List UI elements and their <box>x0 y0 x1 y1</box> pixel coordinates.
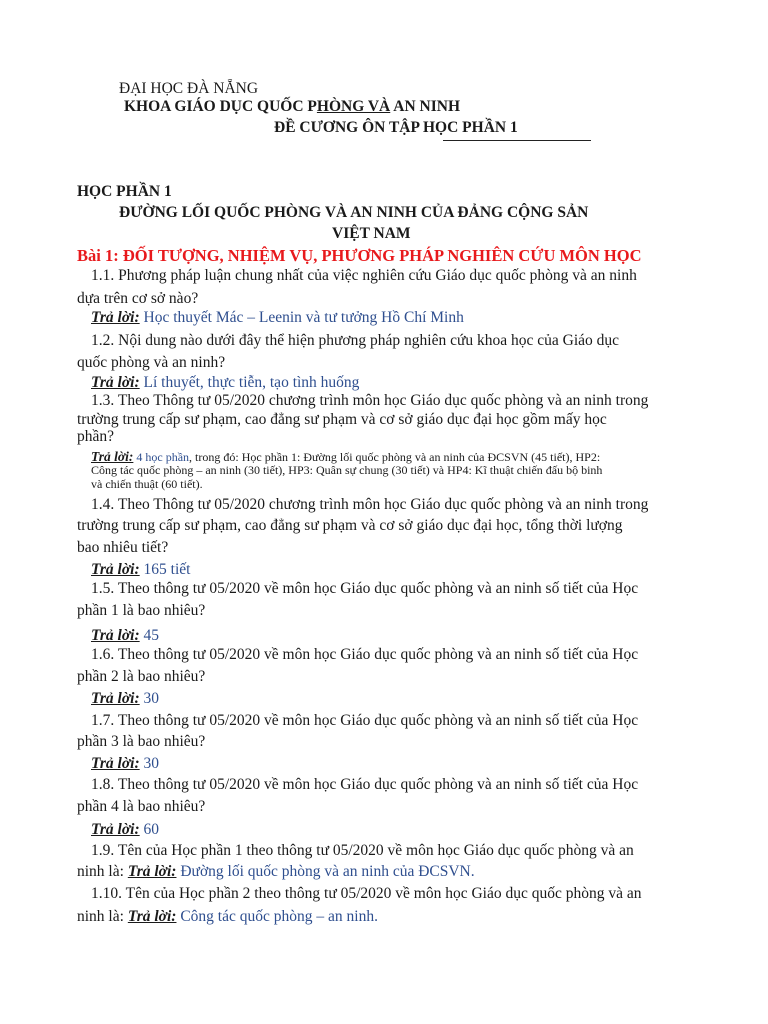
answer-3-line-3: và chiến thuật (60 tiết). <box>91 477 203 491</box>
question-7-line-1: 1.7. Theo thông tư 05/2020 về môn học Giáo dục quốc phòng và an ninh số tiết của Học <box>91 712 639 729</box>
question-10-line-2: ninh là: Trả lời: Công tác quốc phòng – an ninh. <box>77 908 378 925</box>
question-4-line-1: 1.4. Theo Thông tư 05/2020 chương trình môn học Giáo dục quốc phòng và an ninh trong <box>91 496 649 513</box>
question-8-line-2: phần 4 là bao nhiêu? <box>77 798 206 815</box>
answer-1: Trả lời: Học thuyết Mác – Leenin và tư tưởng Hồ Chí Minh <box>91 309 464 326</box>
answer-3-line-1: Trả lời: 4 học phần, trong đó: Học phần 1: Đường lối quốc phòng và an ninh của ĐCSVN (45 tiết), HP2: <box>91 449 601 464</box>
question-8-line-1: 1.8. Theo thông tư 05/2020 về môn học Giáo dục quốc phòng và an ninh số tiết của Học <box>91 776 639 793</box>
university-name: ĐẠI HỌC ĐÀ NẴNG <box>119 80 259 97</box>
answer-4: Trả lời: 165 tiết <box>91 561 191 578</box>
question-5-line-2: phần 1 là bao nhiêu? <box>77 602 206 619</box>
question-2-line-1: 1.2. Nội dung nào dưới đây thể hiện phương pháp nghiên cứu khoa học của Giáo dục <box>91 332 620 349</box>
question-9-line-1: 1.9. Tên của Học phần 1 theo thông tư 05/2020 về môn học Giáo dục quốc phòng và an <box>91 842 634 859</box>
answer-8: Trả lời: 60 <box>91 821 160 838</box>
question-1-line-2: dựa trên cơ sở nào? <box>77 290 199 307</box>
lesson-title: Bài 1: ĐỐI TƯỢNG, NHIỆM VỤ, PHƯƠNG PHÁP NGHIÊN CỨU MÔN HỌC <box>77 246 642 265</box>
faculty-name: KHOA GIÁO DỤC QUỐC PHÒNG VÀ AN NINH <box>124 98 461 115</box>
answer-7: Trả lời: 30 <box>91 755 160 772</box>
question-6-line-1: 1.6. Theo thông tư 05/2020 về môn học Giáo dục quốc phòng và an ninh số tiết của Học <box>91 646 639 663</box>
answer-2: Trả lời: Lí thuyết, thực tiễn, tạo tình huống <box>91 374 360 391</box>
question-9-line-2: ninh là: Trả lời: Đường lối quốc phòng và an ninh của ĐCSVN. <box>77 863 475 880</box>
question-4-line-2: trường trung cấp sư phạm, cao đẳng sư phạm và cơ sở giáo dục đại học, tổng thời lượng <box>77 517 623 534</box>
question-2-line-2: quốc phòng và an ninh? <box>77 354 226 371</box>
question-3-line-1: 1.3. Theo Thông tư 05/2020 chương trình môn học Giáo dục quốc phòng và an ninh trong <box>91 392 649 409</box>
answer-6: Trả lời: 30 <box>91 690 160 707</box>
answer-3-line-2: Công tác quốc phòng – an ninh (30 tiết), HP3: Quân sự chung (30 tiết) và HP4: Kĩ thuật chiến đấu bộ binh <box>91 463 603 477</box>
question-3-line-3: phần? <box>77 428 115 445</box>
title-underline <box>443 140 591 141</box>
question-5-line-1: 1.5. Theo thông tư 05/2020 về môn học Giáo dục quốc phòng và an ninh số tiết của Học <box>91 580 639 597</box>
answer-5: Trả lời: 45 <box>91 627 160 644</box>
question-7-line-2: phần 3 là bao nhiêu? <box>77 733 206 750</box>
course-title-line-2: VIỆT NAM <box>332 225 411 242</box>
outline-title: ĐỀ CƯƠNG ÔN TẬP HỌC PHẦN 1 <box>274 119 518 136</box>
course-label: HỌC PHẦN 1 <box>77 183 172 200</box>
question-6-line-2: phần 2 là bao nhiêu? <box>77 668 206 685</box>
question-10-line-1: 1.10. Tên của Học phần 2 theo thông tư 05/2020 về môn học Giáo dục quốc phòng và an <box>91 885 642 902</box>
question-3-line-2: trường trung cấp sư phạm, cao đẳng sư phạm và cơ sở giáo dục đại học gồm mấy học <box>77 411 607 428</box>
course-title-line-1: ĐƯỜNG LỐI QUỐC PHÒNG VÀ AN NINH CỦA ĐẢNG CỘNG SẢN <box>119 204 589 221</box>
question-4-line-3: bao nhiêu tiết? <box>77 539 169 556</box>
question-1-line-1: 1.1. Phương pháp luận chung nhất của việc nghiên cứu Giáo dục quốc phòng và an ninh <box>91 267 637 284</box>
